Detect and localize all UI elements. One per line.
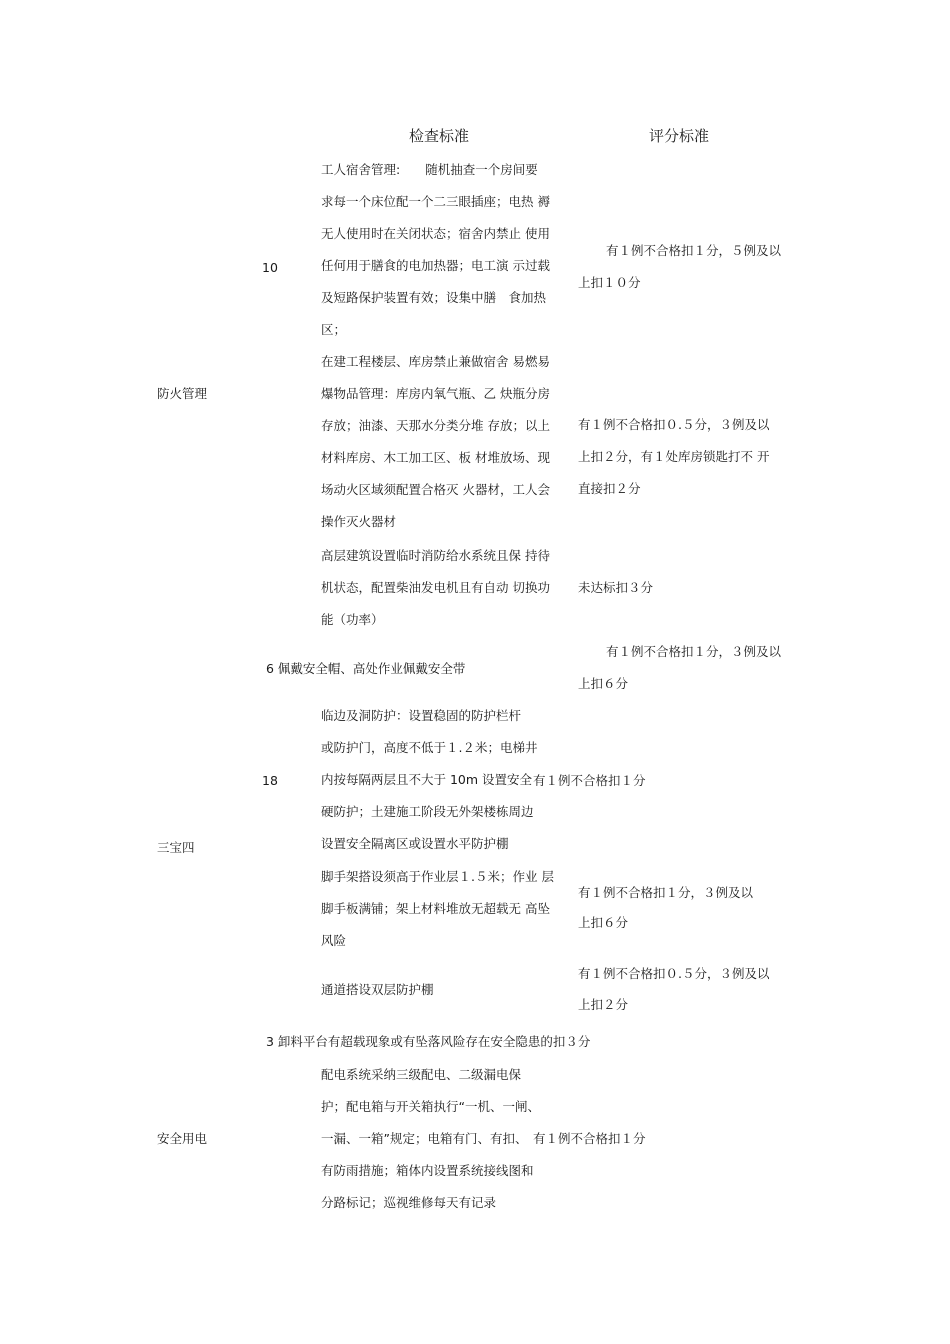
fire-score: 10 <box>262 260 278 275</box>
fire-item-1-score: 有１例不合格扣１分，５例及以 上扣１０分 <box>578 243 782 290</box>
fire-item-1-check: 工人宿舍管理: 随机抽查一个房间要 求每一个床位配一个二三眼插座；电热 褥 无人使用时在关闭状态；宿舍内禁止 使用 任何用于膳食的电加热器；电工演 示过载 及短路保护装置有效；设集中膳 食加热 区； <box>321 162 550 337</box>
platform-row: 3 卸料平台有超载现象或有坠落风险存在安全隐患的扣３分 <box>266 1034 591 1049</box>
fire-item-2-check: 在建工程楼层、库房禁止兼做宿舍 易燃易 爆物品管理：库房内氧气瓶、乙 炔瓶分房 存放；油漆、天那水分类分堆 存放；以上 材料库房、木工加工区、板 材堆放场、现 场动火区域须配置合格灭 火器材，工人会 操作灭火器材 <box>321 354 550 529</box>
category-three: 三宝四 <box>157 840 195 855</box>
fire-item-3-score: 未达标扣３分 <box>578 580 654 595</box>
helmet-row: 6 佩戴安全帽、高处作业佩戴安全带 <box>266 661 466 676</box>
channel-check: 通道搭设双层防护棚 <box>321 982 434 997</box>
header-score-standard: 评分标准 <box>649 127 710 145</box>
header-check-standard: 检查标准 <box>409 127 470 145</box>
category-power: 安全用电 <box>157 1131 208 1146</box>
helmet-score: 有１例不合格扣１分，３例及以 上扣６分 <box>578 644 782 691</box>
scaffold-score: 有１例不合格扣１分，３例及以 上扣６分 <box>578 885 754 930</box>
edge-check: 临边及洞防护：设置稳固的防护栏杆 或防护门，高度不低于１.２米；电梯井 内按每隔两层且不大于 10m 设置安全 硬防护；土建施工阶段无外架楼栋周边 设置安全隔离区或设置水平防护棚 <box>321 708 538 851</box>
fire-item-2-score: 有１例不合格扣０.５分，３例及以 上扣２分，有１处库房锁匙打不 开 直接扣２分 <box>578 417 770 496</box>
scaffold-check: 脚手架搭设须高于作业层１.５米；作业 层 脚手板满铺；架上材料堆放无超载无 高坠 风险 <box>321 869 554 948</box>
fire-item-3-check: 高层建筑设置临时消防给水系统且保 持待 机状态，配置柴油发电机且有自动 切换功 能（功率） <box>321 548 550 627</box>
edge-score: 有１例不合格扣１分 <box>533 773 646 788</box>
power-score: 有１例不合格扣１分 <box>533 1131 646 1146</box>
category-fire: 防火管理 <box>157 386 208 401</box>
channel-score: 有１例不合格扣０.５分，３例及以 上扣２分 <box>578 966 770 1012</box>
three-score: 18 <box>262 773 278 788</box>
power-check: 配电系统采纳三级配电、二级漏电保 护；配电箱与开关箱执行“一机、一闸、 一漏、一箱”规定；电箱有门、有扣、 有防雨措施；箱体内设置系统接线图和 分路标记；巡视维修每天有记录 <box>321 1067 540 1210</box>
